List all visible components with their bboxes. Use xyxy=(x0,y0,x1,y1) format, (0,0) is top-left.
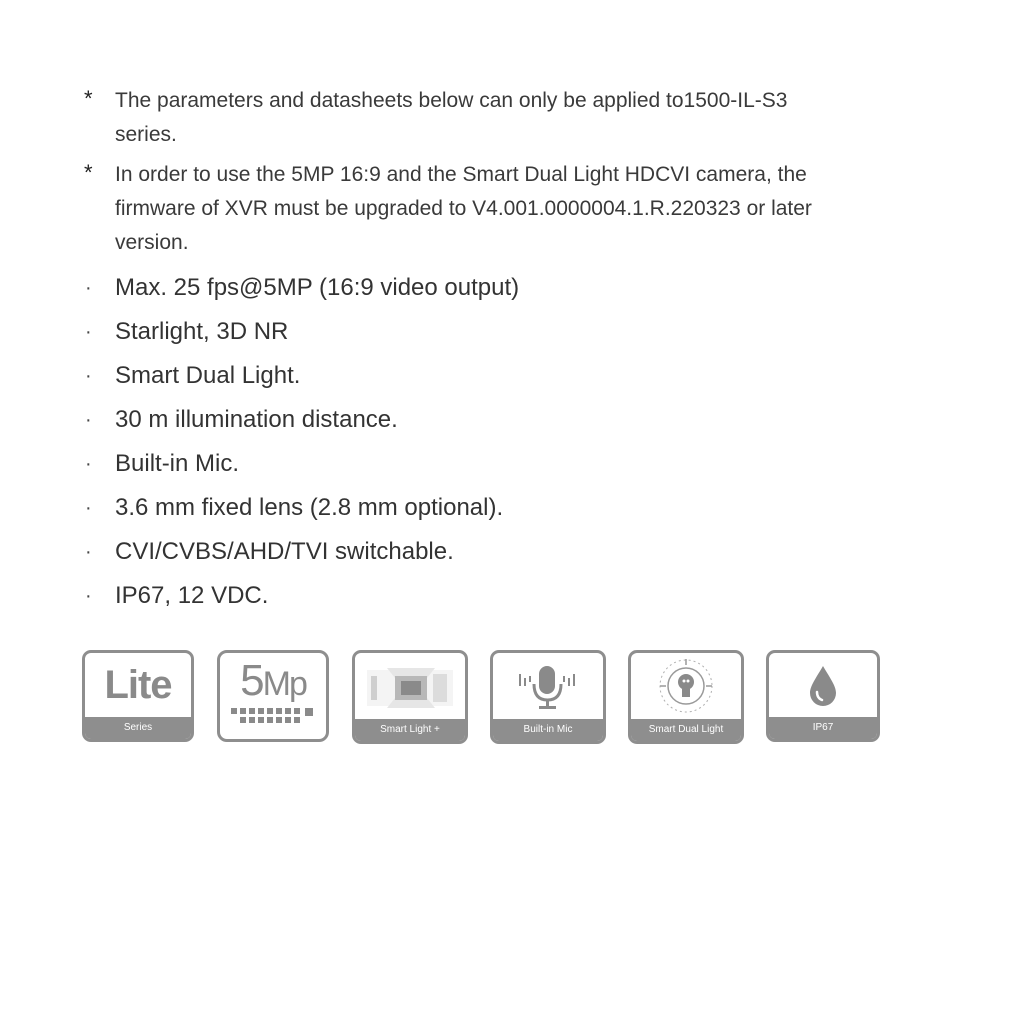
feature-item xyxy=(82,574,902,618)
smart-light-badge xyxy=(352,650,468,744)
feature-text: 3.6 mm fixed lens (2.8 mm optional). xyxy=(115,494,504,521)
bullet-dot: · xyxy=(85,409,92,431)
feature-text: Max. 25 fps@5MP (16:9 video output) xyxy=(115,274,520,301)
note-line: The parameters and datasheets below can only be applied to1500-IL-S3 xyxy=(115,89,788,112)
bullet-dot: · xyxy=(85,277,92,299)
spotlight-icon xyxy=(365,660,455,712)
note-line: series. xyxy=(115,123,177,146)
note-firmware xyxy=(82,158,902,260)
asterisk-mark: * xyxy=(84,160,93,185)
dual-light-icon-wrap xyxy=(631,653,741,719)
feature-item xyxy=(82,530,902,574)
feature-item xyxy=(82,310,902,354)
bullet-dot: · xyxy=(85,365,92,387)
microphone-icon xyxy=(513,660,583,712)
badge-caption: Built-in Mic xyxy=(493,719,603,741)
spotlight-icon-wrap xyxy=(355,653,465,719)
bullet-dot: · xyxy=(85,541,92,563)
feature-text: Starlight, 3D NR xyxy=(115,318,289,345)
bullet-dot: · xyxy=(85,585,92,607)
resolution-label xyxy=(240,655,306,706)
note-line: version. xyxy=(115,231,189,254)
note-line: In order to use the 5MP 16:9 and the Smart Dual Light HDCVI camera, the xyxy=(115,163,807,186)
resolution-unit: Mp xyxy=(262,664,306,703)
badge-caption: Smart Light + xyxy=(355,719,465,741)
water-drop-icon-wrap xyxy=(769,653,877,717)
badge-caption: Series xyxy=(85,717,191,739)
note-line: firmware of XVR must be upgraded to V4.001.0000004.1.R.220323 or later xyxy=(115,197,812,220)
feature-text: Smart Dual Light. xyxy=(115,362,301,389)
feature-item xyxy=(82,398,902,442)
feature-item xyxy=(82,442,902,486)
feature-text: CVI/CVBS/AHD/TVI switchable. xyxy=(115,538,454,565)
feature-list xyxy=(82,266,902,618)
built-in-mic-badge xyxy=(490,650,606,744)
feature-item xyxy=(82,266,902,310)
bullet-dot: · xyxy=(85,453,92,475)
feature-item xyxy=(82,486,902,530)
lite-series-badge xyxy=(82,650,194,742)
bullet-dot: · xyxy=(85,321,92,343)
ip67-badge xyxy=(766,650,880,742)
important-notes xyxy=(82,84,902,266)
feature-text: IP67, 12 VDC. xyxy=(115,582,269,609)
smart-dual-light-badge xyxy=(628,650,744,744)
bullet-dot: · xyxy=(85,497,92,519)
5mp-pixel-grid-icon xyxy=(220,653,326,739)
dual-light-bulb-icon xyxy=(654,657,718,715)
5mp-badge xyxy=(217,650,329,742)
lite-title: Lite xyxy=(104,662,172,707)
feature-item xyxy=(82,354,902,398)
note-applicability xyxy=(82,84,902,152)
lite-logo-icon xyxy=(85,653,191,717)
resolution-number: 5 xyxy=(240,655,263,705)
mic-icon-wrap xyxy=(493,653,603,719)
feature-badges xyxy=(82,650,882,746)
water-drop-icon xyxy=(806,662,840,708)
pixel-grid-graphic xyxy=(229,706,317,728)
feature-text: Built-in Mic. xyxy=(115,450,240,477)
badge-caption: Smart Dual Light xyxy=(631,719,741,741)
asterisk-mark: * xyxy=(84,86,93,111)
feature-text: 30 m illumination distance. xyxy=(115,406,398,433)
badge-caption: IP67 xyxy=(769,717,877,739)
